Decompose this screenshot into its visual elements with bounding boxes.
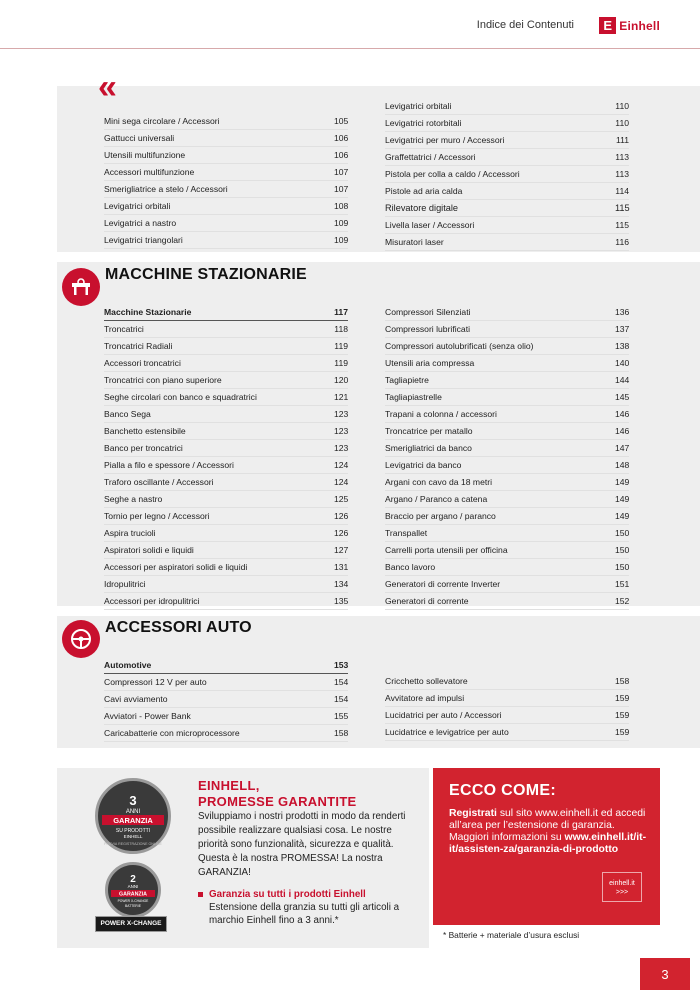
toc-label: Tagliapiastrelle (385, 392, 442, 402)
toc-row[interactable] (385, 355, 629, 372)
toc-row[interactable] (385, 149, 629, 166)
toc-page: 116 (615, 237, 629, 247)
toc-page: 131 (334, 562, 349, 572)
toc-page: 123 (334, 409, 349, 419)
toc-page: 158 (334, 728, 349, 738)
double-chevron-icon: « (98, 68, 117, 106)
badge1-brand: EINHELL (123, 834, 143, 839)
toc-label: Trapani a colonna / accessori (385, 409, 497, 419)
ecco-come-text (449, 808, 649, 856)
toc-label: Levigatrici orbitali (385, 101, 452, 111)
toc-label: Gattucci universali (104, 133, 175, 143)
badge1-years: 3 (129, 793, 137, 808)
toc-row[interactable] (104, 130, 348, 147)
section-title-stazionarie: MACCHINE STAZIONARIE (105, 266, 307, 283)
toc-page: 113 (615, 169, 629, 179)
toc-row[interactable] (385, 372, 629, 389)
toc-row[interactable] (385, 389, 629, 406)
toc-row[interactable] (104, 232, 348, 249)
toc-page: 110 (615, 118, 629, 128)
guarantee-title-line1: EINHELL, (198, 778, 260, 793)
toc-row[interactable] (104, 423, 348, 440)
toc-label: Troncatrice per matallo (385, 426, 473, 436)
toc-row[interactable] (385, 234, 629, 251)
toc-page: 115 (615, 203, 630, 213)
toc-row[interactable] (385, 338, 629, 355)
toc-row[interactable] (104, 355, 348, 372)
arrows-icon: >>> (615, 889, 629, 896)
toc-row[interactable] (385, 217, 629, 234)
toc-page: 119 (334, 358, 348, 368)
toc-row[interactable] (104, 372, 348, 389)
toc-label: Levigatrici rotorbitali (385, 118, 462, 128)
toc-label: Pialla a filo e spessore / Accessori (104, 460, 234, 470)
toc-label: Accessori per aspiratori solidi e liquidi (104, 562, 248, 572)
toc-page: 136 (615, 307, 630, 317)
steering-wheel-icon (62, 620, 100, 658)
toc-row[interactable] (104, 164, 348, 181)
toc-page: 151 (615, 579, 630, 589)
toc-label: Seghe a nastro (104, 494, 163, 504)
toc-row[interactable] (104, 559, 348, 576)
toc-label: Braccio per argano / paranco (385, 511, 496, 521)
toc-page: 106 (334, 133, 349, 143)
toc-label: Aspiratori solidi e liquidi (104, 545, 194, 555)
toc-row[interactable] (385, 321, 629, 338)
toc-label: Automotive (104, 660, 152, 670)
toc-label: Levigatrici per muro / Accessori (385, 135, 505, 145)
section-title-auto: ACCESSORI AUTO (105, 619, 252, 636)
toc-page: 125 (334, 494, 349, 504)
toc-row[interactable] (385, 690, 629, 707)
toc-label: Levigatrici da banco (385, 460, 462, 470)
power-x-change-text: POWER X-CHANGE (100, 920, 162, 927)
guarantee-3-years-badge (95, 778, 171, 854)
toc-page: 107 (334, 167, 349, 177)
page-header (0, 0, 700, 49)
toc-label: Banchetto estensibile (104, 426, 186, 436)
stationary-machine-icon (62, 268, 100, 306)
toc-row[interactable] (104, 440, 348, 457)
badge1-unit: ANNI (125, 809, 141, 815)
toc-label: Levigatrici orbitali (104, 201, 171, 211)
footnote: * Batterie + materiale d’usura esclusi (443, 930, 580, 940)
toc-label: Banco lavoro (385, 562, 436, 572)
toc-row[interactable] (104, 389, 348, 406)
badge1-ribbon: PREVIA REGISTRAZIONE ONLINE (104, 842, 162, 846)
toc-label: Troncatrici con piano superiore (104, 375, 222, 385)
toc-page: 149 (615, 511, 630, 521)
toc-page: 148 (615, 460, 630, 470)
ecco-come-body: sul sito www.einhell.it ed accedi all’area per l’estensione di garanzia. Maggiori informazioni su (449, 808, 646, 843)
toc-row[interactable] (385, 474, 629, 491)
toc-page: 118 (334, 324, 348, 334)
toc-page: 113 (615, 152, 629, 162)
toc-row[interactable] (104, 491, 348, 508)
toc-row[interactable] (385, 166, 629, 183)
toc-row[interactable] (385, 576, 629, 593)
toc-page: 106 (334, 150, 349, 160)
toc-page: 153 (334, 660, 349, 670)
power-x-change-logo (95, 916, 167, 932)
toc-label: Carrelli porta utensili per officina (385, 545, 508, 555)
toc-row[interactable] (104, 113, 348, 130)
toc-label: Utensili multifunzione (104, 150, 186, 160)
toc-page: 124 (334, 460, 349, 470)
toc-row[interactable] (385, 115, 629, 132)
toc-label: Transpallet (385, 528, 428, 538)
toc-label: Lucidatrici per auto / Accessori (385, 710, 502, 720)
toc-label: Accessori multifunzione (104, 167, 195, 177)
toc-page: 149 (615, 494, 630, 504)
toc-page: 111 (615, 135, 629, 145)
toc-label: Macchine Stazionarie (104, 307, 192, 317)
header-title: Indice dei Contenuti (476, 19, 574, 31)
toc-page: 138 (615, 341, 630, 351)
toc-row[interactable] (385, 491, 629, 508)
toc-row[interactable] (104, 542, 348, 559)
toc-page: 149 (615, 477, 630, 487)
toc-page: 127 (334, 545, 349, 555)
toc-page: 146 (615, 426, 630, 436)
toc-page: 158 (615, 676, 630, 686)
toc-label: Cavi avviamento (104, 694, 168, 704)
toc-label: Idropulitrici (104, 579, 146, 589)
toc-page: 137 (615, 324, 630, 334)
toc-page: 150 (615, 562, 630, 572)
bullet-square-icon (198, 892, 203, 897)
toc-page: 123 (334, 426, 349, 436)
toc-row[interactable] (104, 321, 348, 338)
toc-label: Troncatrici (104, 324, 144, 334)
guarantee-bullet (198, 888, 418, 927)
toc-row[interactable] (385, 132, 629, 149)
toc-label: Compressori autolubrificati (senza olio) (385, 341, 534, 351)
toc-page: 147 (615, 443, 630, 453)
toc-label: Tornio per legno / Accessori (104, 511, 210, 521)
toc-page: 120 (334, 375, 349, 385)
toc-page: 145 (615, 392, 630, 402)
toc-row[interactable] (385, 183, 629, 200)
toc-page: 150 (615, 545, 630, 555)
einhell-it-logo[interactable] (602, 872, 642, 902)
toc-page: 159 (615, 727, 630, 737)
guarantee-bullet-text: Estensione della granzia su tutti gli articoli a marchio Einhell fino a 3 anni.* (209, 902, 400, 926)
badge1-label: GARANZIA (113, 816, 153, 825)
toc-row[interactable] (385, 593, 629, 610)
toc-label: Pistole ad aria calda (385, 186, 463, 196)
toc-label: Traforo oscillante / Accessori (104, 477, 214, 487)
toc-row[interactable] (104, 674, 348, 691)
badge2-sub2: BATTERIE (125, 904, 141, 908)
toc-row[interactable] (104, 181, 348, 198)
toc-label: Avviatori - Power Bank (104, 711, 191, 721)
toc-row[interactable] (385, 440, 629, 457)
toc-page: 126 (334, 511, 349, 521)
toc-label: Accessori per idropulitrici (104, 596, 200, 606)
warranty-link[interactable]: www.einhell.it/it-it/assisten-za/garanzia-di-prodotto (449, 832, 647, 855)
toc-label: Livella laser / Accessori (385, 220, 475, 230)
section1-left-list (104, 113, 348, 249)
toc-page: 119 (334, 341, 348, 351)
toc-row[interactable] (385, 508, 629, 525)
badge2-unit: ANNI (127, 884, 139, 889)
toc-row[interactable] (385, 304, 629, 321)
toc-page: 105 (334, 116, 349, 126)
toc-row[interactable] (104, 576, 348, 593)
guarantee-bullet-title: Garanzia su tutti i prodotti Einhell (209, 889, 366, 900)
toc-label: Smerigliatrici da banco (385, 443, 472, 453)
toc-row[interactable] (385, 457, 629, 474)
toc-page: 115 (615, 220, 629, 230)
toc-label: Pistola per colla a caldo / Accessori (385, 169, 520, 179)
badge2-label: GARANZIA (119, 891, 147, 898)
toc-label: Generatori di corrente Inverter (385, 579, 501, 589)
toc-row[interactable] (104, 406, 348, 423)
toc-page: 135 (334, 596, 349, 606)
einhell-it-text: einhell.it (609, 880, 635, 887)
toc-page: 154 (334, 694, 349, 704)
toc-row[interactable] (104, 691, 348, 708)
toc-page: 109 (334, 218, 349, 228)
toc-label: Utensili aria compressa (385, 358, 475, 368)
toc-page: 110 (615, 101, 629, 111)
toc-row-head[interactable] (104, 304, 348, 321)
toc-label: Cricchetto sollevatore (385, 676, 468, 686)
toc-page: 108 (334, 201, 349, 211)
section2-left-list (104, 304, 348, 610)
toc-page: 144 (615, 375, 630, 385)
toc-page: 154 (334, 677, 349, 687)
badge2-sub: POWER X-CHANGE (117, 899, 149, 903)
toc-row[interactable] (104, 457, 348, 474)
toc-label: Avvitatore ad impulsi (385, 693, 465, 703)
toc-label: Graffettatrici / Accessori (385, 152, 476, 162)
toc-label: Mini sega circolare / Accessori (104, 116, 220, 126)
toc-page: 159 (615, 710, 630, 720)
toc-row[interactable] (104, 198, 348, 215)
toc-label: Misuratori laser (385, 237, 444, 247)
toc-label: Aspira trucioli (104, 528, 156, 538)
toc-label: Compressori Silenziati (385, 307, 471, 317)
toc-page: 107 (334, 184, 349, 194)
toc-label: Tagliapietre (385, 375, 429, 385)
toc-row[interactable] (104, 525, 348, 542)
toc-page: 150 (615, 528, 630, 538)
toc-row[interactable] (104, 725, 348, 742)
toc-label: Banco Sega (104, 409, 151, 419)
toc-row[interactable] (385, 423, 629, 440)
toc-row[interactable] (104, 708, 348, 725)
toc-row[interactable] (385, 200, 629, 217)
toc-page: 123 (334, 443, 349, 453)
section2-right-list (385, 304, 629, 610)
badge1-sub: SU PRODOTTI (115, 828, 151, 834)
toc-row[interactable] (104, 593, 348, 610)
section3-left-list (104, 657, 348, 742)
toc-row[interactable] (104, 508, 348, 525)
guarantee-text: Sviluppiamo i nostri prodotti in modo da renderti possibile realizzare qualsiasi cosa. Le nostre priorità sono funzionalità, sicurezza e qualità. Questa è la nostra PROMESSA! La nostra GARANZIA! (198, 811, 406, 878)
toc-row[interactable] (385, 559, 629, 576)
toc-label: Banco per troncatrici (104, 443, 183, 453)
toc-label: Levigatrici triangolari (104, 235, 183, 245)
toc-label: Levigatrici a nastro (104, 218, 177, 228)
toc-row[interactable] (385, 707, 629, 724)
toc-row[interactable] (385, 406, 629, 423)
toc-page: 140 (615, 358, 630, 368)
toc-label: Argani con cavo da 18 metri (385, 477, 493, 487)
toc-row[interactable] (104, 338, 348, 355)
toc-page: 155 (334, 711, 349, 721)
guarantee-title (198, 778, 357, 810)
toc-page: 134 (334, 579, 349, 589)
toc-label: Generatori di corrente (385, 596, 469, 606)
toc-row[interactable] (104, 147, 348, 164)
register-bold: Registrati (449, 808, 497, 819)
toc-page: 109 (334, 235, 349, 245)
toc-row[interactable] (385, 525, 629, 542)
ecco-come-title: ECCO COME: (449, 782, 556, 799)
toc-page: 124 (334, 477, 349, 487)
toc-label: Compressori lubrificati (385, 324, 471, 334)
toc-label: Smerigliatrice a stelo / Accessori (104, 184, 228, 194)
toc-label: Compressori 12 V per auto (104, 677, 207, 687)
toc-row[interactable] (385, 673, 629, 690)
toc-row[interactable] (385, 724, 629, 741)
toc-label: Rilevatore digitale (385, 203, 459, 213)
toc-row-head[interactable] (104, 657, 348, 674)
toc-label: Lucidatrice e levigatrice per auto (385, 727, 509, 737)
einhell-logo-text: Einhell (619, 18, 660, 33)
toc-page: 121 (334, 392, 349, 402)
toc-page: 117 (334, 307, 348, 317)
toc-row[interactable] (385, 98, 629, 115)
ecco-come-panel (433, 768, 660, 925)
einhell-logo-icon: E (599, 17, 616, 34)
section3-right-list (385, 673, 629, 741)
toc-label: Troncatrici Radiali (104, 341, 173, 351)
toc-page: 152 (615, 596, 630, 606)
guarantee-2-years-badge (105, 862, 161, 918)
toc-row[interactable] (104, 215, 348, 232)
toc-page: 159 (615, 693, 630, 703)
page-number: 3 (640, 958, 690, 990)
section1-right-list (385, 98, 629, 251)
toc-row[interactable] (104, 474, 348, 491)
toc-label: Seghe circolari con banco e squadratrici (104, 392, 257, 402)
toc-label: Accessori troncatrici (104, 358, 181, 368)
badge2-years: 2 (130, 874, 136, 885)
toc-page: 146 (615, 409, 630, 419)
toc-label: Caricabatterie con microprocessore (104, 728, 240, 738)
toc-page: 114 (615, 186, 629, 196)
guarantee-title-line2: PROMESSE GARANTITE (198, 794, 357, 809)
toc-label: Argano / Paranco a catena (385, 494, 488, 504)
toc-page: 126 (334, 528, 349, 538)
toc-row[interactable] (385, 542, 629, 559)
einhell-logo[interactable] (599, 17, 660, 34)
